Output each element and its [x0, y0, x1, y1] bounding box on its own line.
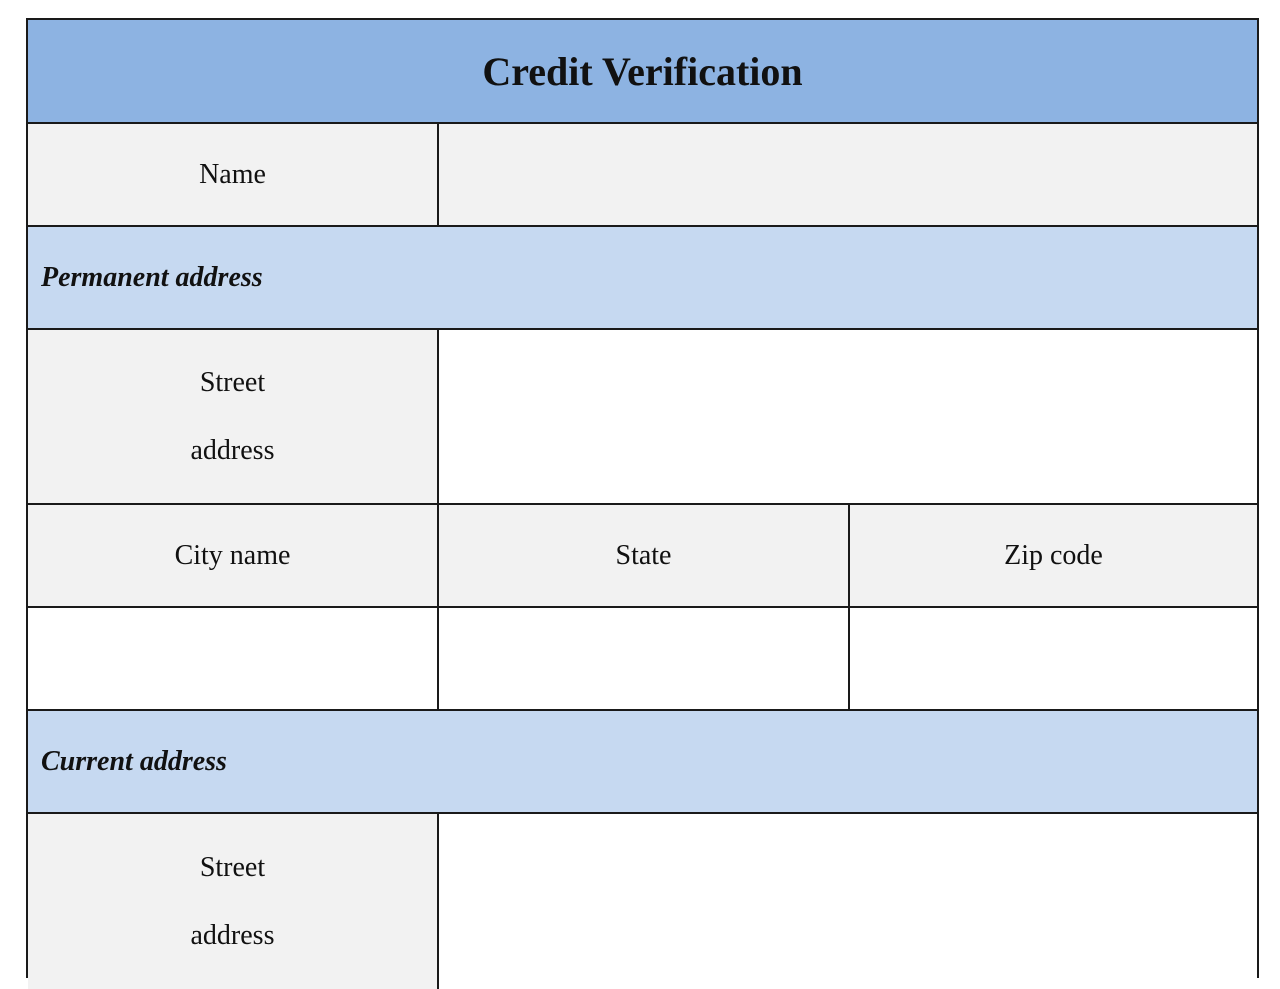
current-address-heading-cell: [28, 711, 1257, 812]
permanent-street-field[interactable]: [439, 330, 1257, 503]
current-street-label-line1: Street: [199, 851, 266, 883]
state-label-cell: [439, 505, 850, 606]
form-title-cell: [28, 20, 1257, 122]
credit-verification-form: [26, 18, 1259, 978]
name-row: [28, 124, 1257, 227]
name-label-cell: [28, 124, 439, 225]
zip-field[interactable]: [850, 608, 1257, 709]
city-label: City name: [174, 539, 291, 571]
state-field[interactable]: [439, 608, 850, 709]
current-street-label-cell: [28, 814, 439, 989]
permanent-address-heading: Permanent address: [41, 261, 263, 293]
city-field[interactable]: [28, 608, 439, 709]
zip-label-cell: [850, 505, 1257, 606]
permanent-street-row: [28, 330, 1257, 505]
zip-label: Zip code: [1004, 539, 1103, 571]
current-address-heading: Current address: [41, 745, 227, 777]
permanent-city-state-zip-value-row: [28, 608, 1257, 711]
permanent-street-label-line2: address: [190, 434, 275, 466]
form-title-row: [28, 20, 1257, 124]
permanent-street-label-line1: Street: [199, 366, 266, 398]
permanent-address-heading-cell: [28, 227, 1257, 328]
current-address-heading-row: [28, 711, 1257, 814]
permanent-address-heading-row: [28, 227, 1257, 330]
name-field[interactable]: [439, 124, 1257, 225]
form-title: Credit Verification: [482, 48, 803, 94]
city-label-cell: [28, 505, 439, 606]
current-street-field[interactable]: [439, 814, 1257, 989]
permanent-city-state-zip-header-row: [28, 505, 1257, 608]
current-street-label-line2: address: [190, 919, 275, 951]
permanent-street-label-cell: [28, 330, 439, 503]
current-street-row: [28, 814, 1257, 989]
state-label: State: [615, 539, 672, 571]
name-label: Name: [199, 158, 266, 190]
